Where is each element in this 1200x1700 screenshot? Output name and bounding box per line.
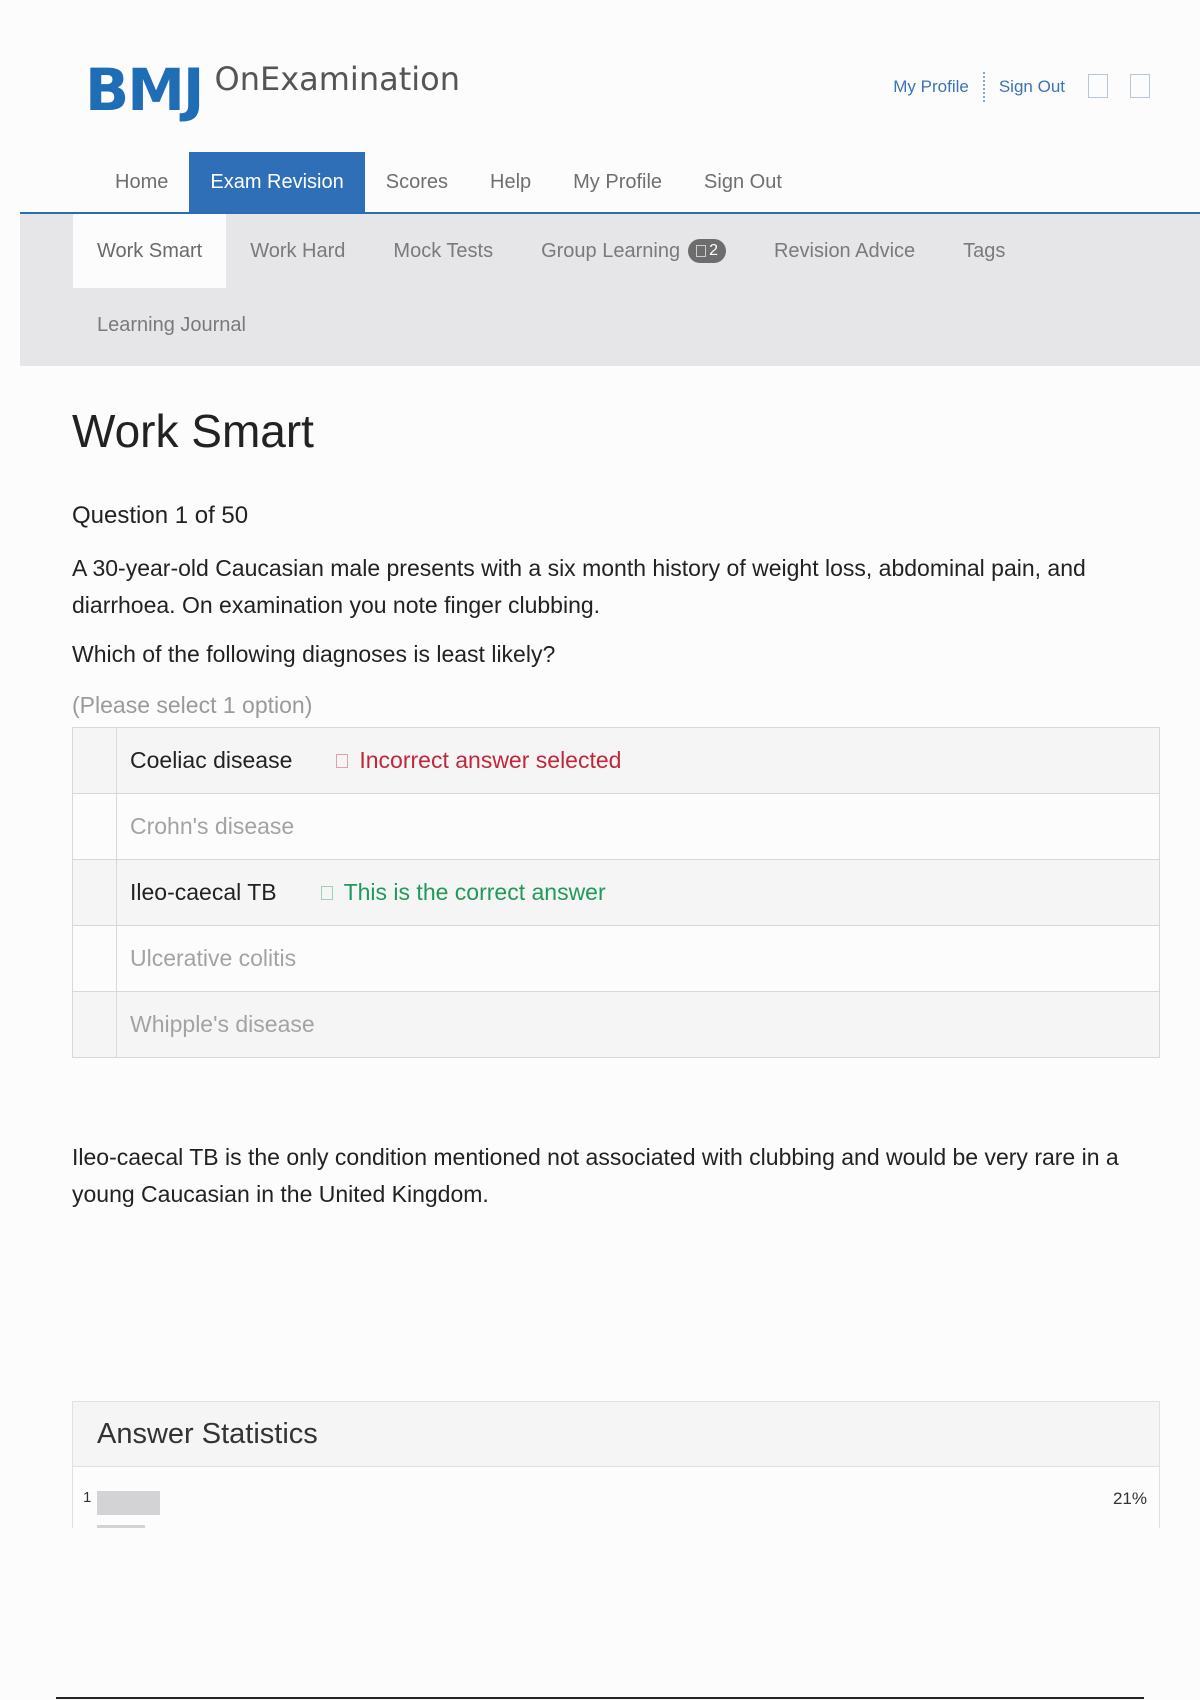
answer-option[interactable] xyxy=(73,992,1159,1057)
page-title: Work Smart xyxy=(72,405,314,457)
subnav-group-learning-label: Group Learning xyxy=(541,240,681,262)
bmj-logo[interactable] xyxy=(85,58,460,122)
feedback-text: Incorrect answer selected xyxy=(359,747,622,773)
answer-explanation: Ileo-caecal TB is the only condition mentioned not associated with clubbing and would be very rare in a young Caucasian in the United Kingdom. xyxy=(72,1144,1119,1207)
question-prompt: Which of the following diagnoses is least likely? xyxy=(72,641,556,667)
stats-row xyxy=(73,1467,1159,1528)
subnav-work-smart[interactable]: Work Smart xyxy=(73,214,226,288)
answer-option[interactable] xyxy=(73,794,1159,860)
option-label: Ileo-caecal TB xyxy=(130,879,277,905)
nav-sign-out[interactable]: Sign Out xyxy=(704,171,782,193)
feedback-text: This is the correct answer xyxy=(343,879,606,905)
util-sign-out-link[interactable]: Sign Out xyxy=(998,77,1065,96)
subnav-tags[interactable]: Tags xyxy=(963,240,1006,262)
stats-percent: 21% xyxy=(1112,1489,1147,1508)
answer-option[interactable] xyxy=(73,926,1159,992)
util-separator xyxy=(983,72,985,102)
stats-option-number: 1 xyxy=(83,1489,92,1506)
nav-home[interactable]: Home xyxy=(115,171,169,193)
answer-option[interactable] xyxy=(73,860,1159,926)
check-icon xyxy=(321,886,333,900)
cross-icon xyxy=(336,754,348,768)
nav-my-profile[interactable]: My Profile xyxy=(573,171,663,193)
option-marker xyxy=(73,926,117,991)
correct-feedback xyxy=(321,879,606,906)
option-marker xyxy=(73,860,117,925)
incorrect-feedback xyxy=(336,747,621,774)
nav-help[interactable]: Help xyxy=(490,171,532,193)
option-label: Whipple's disease xyxy=(130,1011,315,1037)
utility-links xyxy=(893,72,1065,102)
primary-nav xyxy=(20,152,1200,214)
stats-bar-secondary xyxy=(97,1525,145,1528)
badge-icon xyxy=(696,245,706,257)
placeholder-icon[interactable] xyxy=(1130,74,1150,98)
option-label: Coeliac disease xyxy=(130,747,293,773)
stats-bar xyxy=(97,1491,160,1515)
badge-count: 2 xyxy=(709,242,718,259)
nav-scores[interactable]: Scores xyxy=(385,171,448,193)
subnav-revision-advice[interactable]: Revision Advice xyxy=(773,240,916,262)
logo-mark: BMJ xyxy=(85,56,203,124)
logo-text: OnExamination xyxy=(214,60,460,98)
option-marker xyxy=(73,992,117,1057)
subnav-mock-tests[interactable]: Mock Tests xyxy=(393,240,494,262)
bottom-rule xyxy=(56,1697,1144,1699)
util-my-profile-link[interactable]: My Profile xyxy=(893,77,969,96)
option-marker xyxy=(73,728,117,793)
question-counter: Question 1 of 50 xyxy=(72,502,249,529)
answer-statistics-title: Answer Statistics xyxy=(73,1402,1159,1467)
placeholder-icon[interactable] xyxy=(1088,74,1108,98)
answer-statistics-panel xyxy=(72,1401,1160,1528)
secondary-nav xyxy=(20,214,1200,366)
notification-badge xyxy=(688,239,726,263)
subnav-learning-journal[interactable]: Learning Journal xyxy=(97,314,246,336)
subnav-group-learning[interactable] xyxy=(517,214,750,288)
option-marker xyxy=(73,794,117,859)
utility-icons xyxy=(1088,74,1150,98)
option-label: Crohn's disease xyxy=(130,813,295,839)
question-stem: A 30-year-old Caucasian male presents with a six month history of weight loss, abdominal pain, and diarrhoea. On examination you note finger clubbing. xyxy=(72,555,1086,618)
option-label: Ulcerative colitis xyxy=(130,945,297,971)
subnav-work-hard[interactable]: Work Hard xyxy=(250,240,346,262)
answer-options xyxy=(72,727,1160,1058)
nav-exam-revision[interactable]: Exam Revision xyxy=(189,152,364,212)
selection-hint: (Please select 1 option) xyxy=(72,692,313,718)
answer-option[interactable] xyxy=(73,728,1159,794)
